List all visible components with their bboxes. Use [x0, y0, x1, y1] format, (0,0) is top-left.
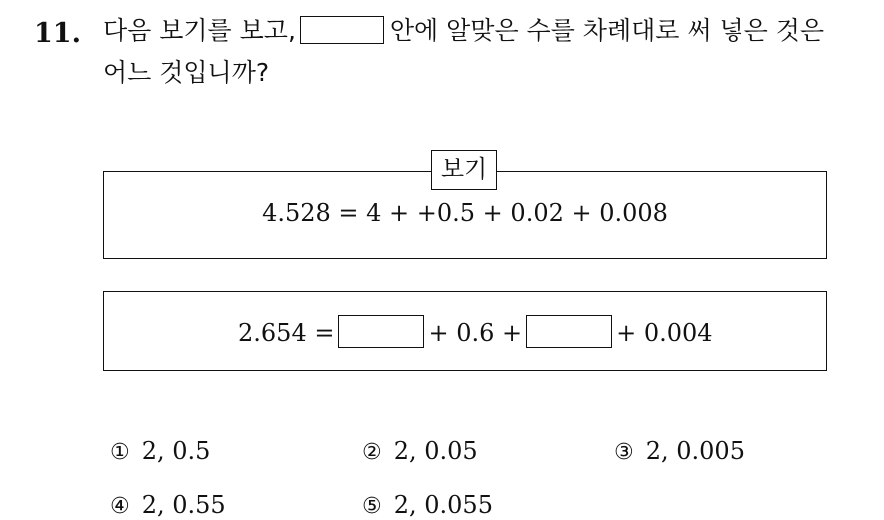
choice-5-mark: ⑤ [362, 494, 382, 519]
question-number: 11. [34, 18, 81, 49]
question-text-after-blank: 안에 알맞은 수를 차례대로 써 넣은 것은 [389, 16, 824, 45]
choice-3-mark: ③ [614, 440, 634, 465]
choice-5[interactable] [362, 491, 493, 519]
choice-4[interactable] [110, 491, 226, 519]
choice-1-text: 2, 0.5 [141, 437, 211, 465]
question-text-before-blank: 다음 보기를 보고, [103, 16, 296, 45]
example-equation: 4.528 = 4 + +0.5 + 0.02 + 0.008 [262, 199, 668, 227]
problem-end: + 0.004 [616, 319, 713, 347]
inline-blank-box [300, 16, 384, 44]
choice-3[interactable] [614, 437, 745, 465]
choice-4-mark: ④ [110, 494, 130, 519]
answer-blank-2 [526, 315, 612, 348]
choice-2-text: 2, 0.05 [393, 437, 478, 465]
question-text-line2: 어느 것입니까? [103, 58, 270, 87]
choice-1-mark: ① [110, 440, 130, 465]
question-text-line1 [103, 14, 824, 48]
choice-4-text: 2, 0.55 [141, 491, 226, 519]
problem-equation [238, 315, 713, 348]
choice-5-text: 2, 0.055 [393, 491, 493, 519]
problem-lhs: 2.654 = [238, 319, 335, 347]
choice-2[interactable] [362, 437, 478, 465]
choice-3-text: 2, 0.005 [645, 437, 745, 465]
example-label: 보기 [431, 150, 497, 190]
choice-1[interactable] [110, 437, 210, 465]
answer-blank-1 [338, 315, 424, 348]
problem-middle: + 0.6 + [428, 319, 523, 347]
choice-2-mark: ② [362, 440, 382, 465]
